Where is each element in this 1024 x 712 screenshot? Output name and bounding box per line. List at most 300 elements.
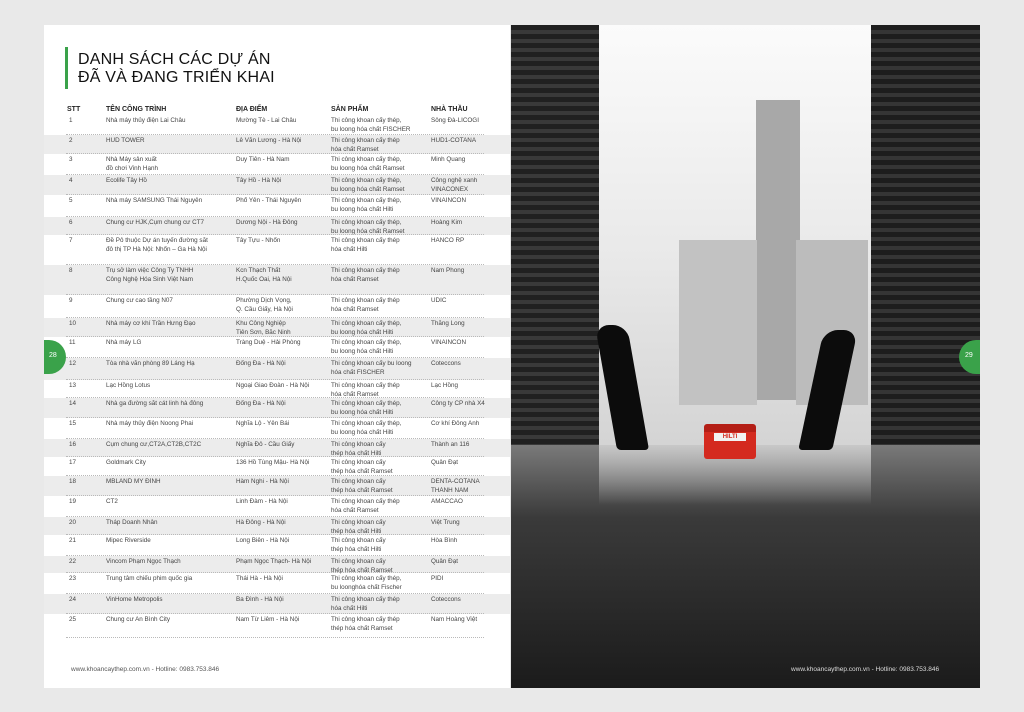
cell-location (236, 519, 331, 528)
cell-location (236, 117, 331, 126)
cell-stt: 20 (69, 519, 77, 526)
cell-contractor (431, 558, 510, 567)
cell-name (106, 459, 230, 468)
cell-contractor (431, 177, 510, 194)
cell-contractor-line: THÀNH NAM (431, 486, 469, 494)
photo-shutter-right (871, 25, 980, 458)
cell-product-line: hóa chất Ramset (331, 305, 379, 313)
cell-name (106, 297, 230, 306)
cell-product-line: Thi công khoan cấy thép, (331, 575, 402, 582)
cell-product-line: bu loong hóa chất Ramset (331, 227, 405, 235)
cell-contractor-line: Sông Đà-LICOGI (431, 117, 479, 124)
cell-location (236, 237, 331, 246)
cell-contractor (431, 137, 510, 146)
cell-product (331, 400, 428, 417)
cell-product (331, 117, 428, 134)
cell-contractor (431, 219, 510, 228)
cell-product-line: hóa chất FISCHER (331, 368, 385, 376)
cell-name-line: Tòa nhà văn phòng 89 Láng Hạ (106, 360, 195, 367)
cell-product-line: Thi công khoan cấy (331, 441, 386, 448)
cell-product-line: Thi công khoan cấy (331, 519, 386, 526)
cell-contractor (431, 478, 510, 495)
cell-product-line: thép hóa chất Hilti (331, 545, 382, 553)
cell-name (106, 382, 230, 391)
cell-contractor-line: Lạc Hồng (431, 382, 458, 389)
cell-name-line: Chung cư cao tầng N07 (106, 297, 173, 304)
cell-product-line: thép hóa chất Ramset (331, 566, 393, 574)
cell-stt: 24 (69, 596, 77, 603)
page-number-right: 29 (965, 352, 973, 359)
cell-contractor-line: PIDI (431, 575, 444, 582)
cell-product-line: thép hóa chất Ramset (331, 467, 393, 475)
cell-name-line: Nhà ga đường sắt cát linh hà đông (106, 400, 204, 407)
cell-location (236, 558, 331, 567)
header-product: SẢN PHẨM (331, 106, 369, 113)
cell-name-line: Nhà máy LG (106, 339, 142, 346)
cell-product-line: bu loong hóa chất Ramset (331, 164, 405, 172)
cell-name-line: Trụ sở làm việc Công Ty TNHH (106, 267, 194, 274)
cell-stt: 4 (69, 177, 73, 184)
cell-location (236, 320, 331, 337)
cell-stt: 7 (69, 237, 73, 244)
cell-stt: 13 (69, 382, 77, 389)
cell-name (106, 616, 230, 625)
cell-stt: 10 (69, 320, 77, 327)
cell-contractor-line: UDIC (431, 297, 447, 304)
cell-stt: 5 (69, 197, 73, 204)
cell-contractor (431, 117, 510, 126)
cell-name-line: Mipec Riverside (106, 537, 151, 544)
cell-location-line: Long Biên - Hà Nội (236, 537, 290, 544)
cell-product-line: bu loong hóa chất Hilti (331, 428, 394, 436)
cell-name (106, 537, 230, 546)
table-row (44, 517, 510, 535)
cell-contractor (431, 297, 510, 306)
cell-location (236, 420, 331, 429)
cell-product (331, 297, 428, 314)
cell-location-line: Lê Văn Lương - Hà Nội (236, 137, 302, 144)
cell-location-line: Ngoại Giao Đoàn - Hà Nội (236, 382, 310, 389)
cell-name (106, 339, 230, 348)
cell-product-line: bu loong hóa chất Hilti (331, 205, 394, 213)
cell-location (236, 177, 331, 186)
left-page (44, 25, 510, 688)
cell-location (236, 537, 331, 546)
cell-contractor (431, 575, 510, 584)
cell-stt: 1 (69, 117, 73, 124)
cell-location-line: Đống Đa - Hà Nội (236, 360, 286, 367)
table-row (44, 398, 510, 418)
cell-product (331, 360, 428, 377)
cell-name (106, 400, 230, 409)
cell-contractor-line: HUD1-COTANA (431, 137, 477, 144)
cell-name-line: Nhà máy thủy điện Noong Phai (106, 420, 194, 427)
cell-product-line: thép hóa chất Hilti (331, 449, 382, 457)
cell-location-line: Nghĩa Lộ - Yên Bái (236, 420, 290, 427)
cell-product (331, 320, 428, 337)
cell-stt: 22 (69, 558, 77, 565)
cell-product-line: hóa chất Ramset (331, 275, 379, 283)
cell-contractor (431, 459, 510, 468)
cell-contractor (431, 616, 510, 625)
cell-name-line: Tháp Doanh Nhân (106, 519, 158, 526)
cell-stt: 21 (69, 537, 77, 544)
cell-name (106, 267, 230, 284)
cell-product-line: Thi công khoan cấy thép (331, 297, 400, 304)
cell-location (236, 197, 331, 206)
cell-location-line: Hà Đông - Hà Nội (236, 519, 286, 526)
cell-name (106, 237, 230, 254)
cell-contractor-line: Cơ khí Đông Anh (431, 420, 480, 427)
header-contractor: NHÀ THẦU (431, 106, 468, 113)
cell-product (331, 219, 428, 236)
cell-location (236, 478, 331, 487)
cell-contractor (431, 156, 510, 165)
cell-product-line: Thi công khoan cấy thép (331, 267, 400, 274)
cell-name-line: Nhà máy cơ khí Trần Hưng Đạo (106, 320, 196, 327)
cell-location-line: Nam Từ Liêm - Hà Nội (236, 616, 300, 623)
cell-product (331, 339, 428, 356)
cell-stt: 25 (69, 616, 77, 623)
cell-contractor-line: Hòa Bình (431, 537, 458, 544)
cell-location-line: H.Quốc Oai, Hà Nội (236, 275, 292, 283)
title-accent-bar (65, 47, 68, 89)
table-row (44, 496, 510, 517)
cell-stt: 19 (69, 498, 77, 505)
cell-stt: 9 (69, 297, 73, 304)
cell-contractor-line: DENTA-COTANA (431, 478, 480, 485)
cell-contractor-line: Nam Phong (431, 267, 465, 274)
table-row (44, 535, 510, 556)
cell-contractor (431, 360, 510, 369)
table-row (44, 217, 510, 235)
header-stt: STT (67, 106, 81, 113)
cell-product (331, 575, 428, 592)
cell-product-line: hóa chất Ramset (331, 506, 379, 514)
cell-location-line: 136 Hồ Tùng Mậu- Hà Nội (236, 459, 310, 466)
cell-location-line: Tràng Duệ - Hải Phòng (236, 339, 301, 346)
cell-contractor-line: VINAINCON (431, 339, 466, 346)
cell-location (236, 360, 331, 369)
table-row (44, 115, 510, 135)
cell-stt: 2 (69, 137, 73, 144)
cell-contractor-line: Thành an 116 (431, 441, 470, 448)
cell-name-line: Nhà máy thủy điện Lai Châu (106, 117, 186, 124)
cell-product (331, 616, 428, 633)
cell-product-line: bu loong hóa chất Hilti (331, 328, 394, 336)
table-row (44, 573, 510, 594)
cell-product-line: Thi công khoan cấy thép, (331, 420, 402, 427)
cell-name-line: Công Nghệ Hóa Sinh Việt Nam (106, 275, 194, 283)
cell-name-line: Goldmark City (106, 459, 146, 466)
table-row (44, 594, 510, 614)
cell-location-line: Duy Tiên - Hà Nam (236, 156, 290, 163)
cell-name-line: Chung cư HJK,Cụm chung cư CT7 (106, 219, 205, 226)
table-row (44, 418, 510, 439)
cell-name (106, 478, 230, 487)
cell-product (331, 177, 428, 194)
cell-product-line: Thi công khoan cấy thép (331, 382, 400, 389)
table-row (44, 614, 510, 638)
cell-stt: 3 (69, 156, 73, 163)
table-row (44, 439, 510, 457)
cell-name-line: đô thị TP Hà Nội: Nhổn – Ga Hà Nội (106, 245, 207, 253)
cell-location-line: Dương Nội - Hà Đông (236, 219, 298, 226)
cell-name-line: MBLAND MỸ ĐÌNH (106, 478, 161, 485)
cell-name (106, 156, 230, 173)
cell-product-line: thép hóa chất Ramset (331, 624, 393, 632)
cell-contractor-line: VINAINCON (431, 197, 466, 204)
cell-location-line: Phường Dịch Vọng, (236, 297, 292, 304)
table-row (44, 358, 510, 380)
table-row (44, 380, 510, 398)
cell-product-line: Thi công khoan cấy thép (331, 498, 400, 505)
table-row (44, 154, 510, 175)
cell-product (331, 382, 428, 399)
cell-product (331, 137, 428, 154)
cell-location (236, 498, 331, 507)
cell-contractor (431, 237, 510, 246)
cell-name-line: HUD TOWER (106, 137, 145, 144)
cell-stt: 15 (69, 420, 77, 427)
cell-stt: 17 (69, 459, 77, 466)
cell-product-line: Thi công khoan cấy bu loong (331, 360, 412, 367)
cell-location-line: Q. Cầu Giấy, Hà Nội (236, 305, 293, 313)
cell-location-line: Phạm Ngọc Thạch- Hà Nội (236, 558, 312, 565)
cell-product (331, 537, 428, 554)
cell-product-line: bu loonghóa chất Fischer (331, 583, 402, 591)
cell-product-line: thép hóa chất Ramset (331, 486, 393, 494)
cell-location-line: Ba Đình - Hà Nội (236, 596, 284, 603)
cell-contractor-line: Nam Hoàng Việt (431, 616, 478, 623)
header-name: TÊN CÔNG TRÌNH (106, 106, 167, 113)
cell-location (236, 400, 331, 409)
cell-stt: 23 (69, 575, 77, 582)
cell-location-line: Hàm Nghi - Hà Nội (236, 478, 289, 485)
cell-location-line: Thái Hà - Hà Nội (236, 575, 283, 582)
cell-product (331, 267, 428, 284)
cell-contractor (431, 519, 510, 528)
right-page (511, 25, 980, 688)
table-row (44, 235, 510, 265)
hilti-logo: HILTI (714, 433, 746, 441)
photo-shutter-left (511, 25, 599, 458)
table-row (44, 318, 510, 337)
cell-location (236, 267, 331, 284)
cell-name (106, 360, 230, 369)
cell-name (106, 558, 230, 567)
project-table (44, 115, 510, 638)
cell-location-line: Tiên Sơn, Bắc Ninh (236, 328, 291, 336)
cell-product (331, 459, 428, 476)
cell-contractor-line: Công ty CP nhà X4 (431, 400, 485, 407)
table-row (44, 195, 510, 217)
cell-contractor (431, 267, 510, 276)
table-row (44, 175, 510, 195)
cell-location-line: Khu Công Nghiệp (236, 320, 286, 327)
cell-product-line: bu loong hóa chất FISCHER (331, 125, 411, 133)
table-row (44, 295, 510, 318)
page-title-line-2: ĐÃ VÀ ĐANG TRIỂN KHAI (78, 69, 275, 86)
cell-name (106, 197, 230, 206)
cell-product-line: Thi công khoan cấy thép, (331, 400, 402, 407)
cell-name (106, 219, 230, 228)
cell-product-line: Thi công khoan cấy (331, 459, 386, 466)
cell-location (236, 616, 331, 625)
cell-name (106, 137, 230, 146)
cell-product-line: Thi công khoan cấy thép, (331, 219, 402, 226)
cell-product-line: hóa chất Hilti (331, 245, 368, 253)
cell-location (236, 137, 331, 146)
cell-location-line: Đống Đa - Hà Nội (236, 400, 286, 407)
table-row (44, 476, 510, 496)
page-number-left: 28 (49, 352, 57, 359)
cell-location (236, 297, 331, 314)
table-row (44, 337, 510, 358)
photo-toolcase-lid (704, 424, 756, 432)
cell-product (331, 478, 428, 495)
cell-name-line: Cụm chung cư,CT2A,CT2B,CT2C (106, 441, 202, 448)
cell-contractor (431, 596, 510, 605)
cell-location (236, 156, 331, 165)
cell-stt: 16 (69, 441, 77, 448)
cell-location (236, 339, 331, 348)
cell-location (236, 459, 331, 468)
cell-location-line: Tây Tựu - Nhổn (236, 237, 281, 244)
cell-contractor (431, 400, 510, 409)
cell-product-line: Thi công khoan cấy thép, (331, 320, 402, 327)
cell-name (106, 519, 230, 528)
cell-product-line: Thi công khoan cấy thép, (331, 117, 402, 124)
cell-name-line: Đề Pô thuộc Dự án tuyến đường sắt (106, 237, 208, 244)
table-row (44, 135, 510, 154)
cell-stt: 8 (69, 267, 73, 274)
cell-product-line: Thi công khoan cấy thép (331, 237, 400, 244)
header-location: ĐỊA ĐIỂM (236, 106, 268, 113)
table-row (44, 556, 510, 573)
cell-name (106, 320, 230, 329)
cell-name-line: Vincom Phạm Ngọc Thạch (106, 558, 181, 565)
footer-contact-right: www.khoancaythep.com.vn - Hotline: 0983.753.846 (791, 666, 940, 673)
cell-location (236, 575, 331, 584)
cell-stt: 14 (69, 400, 77, 407)
cell-contractor (431, 537, 510, 546)
cell-name-line: đồ chơi Vinh Hạnh (106, 164, 158, 172)
cell-name-line: Nhà Máy sản xuất (106, 156, 157, 163)
cell-stt: 18 (69, 478, 77, 485)
cell-contractor (431, 197, 510, 206)
cell-name (106, 117, 230, 126)
cell-location (236, 219, 331, 228)
cell-name-line: Chung cư An Bình City (106, 616, 171, 623)
cell-product (331, 441, 428, 458)
cell-stt: 11 (69, 339, 76, 346)
cell-product (331, 237, 428, 254)
cell-name (106, 420, 230, 429)
footer-contact: www.khoancaythep.com.vn - Hotline: 0983.753.846 (71, 666, 220, 673)
cell-name-line: Ecolife Tây Hồ (106, 177, 147, 184)
cell-product (331, 519, 428, 536)
cell-name (106, 596, 230, 605)
cell-contractor-line: Minh Quang (431, 156, 466, 163)
cell-name (106, 441, 230, 450)
table-row (44, 265, 510, 295)
cell-product-line: Thi công khoan cấy (331, 558, 386, 565)
cell-contractor-line: Việt Trung (431, 519, 460, 526)
cell-location (236, 596, 331, 605)
cell-contractor (431, 498, 510, 507)
cell-contractor-line: AMACCAO (431, 498, 463, 505)
cell-product (331, 197, 428, 214)
cell-location (236, 441, 331, 450)
cell-contractor-line: Công nghệ xanh (431, 177, 478, 184)
cell-product-line: hóa chất Hilti (331, 604, 368, 612)
cell-contractor-line: Coteccons (431, 596, 461, 603)
cell-product-line: Thi công khoan cấy thép (331, 137, 400, 144)
cell-contractor (431, 420, 510, 429)
photo-building (679, 240, 757, 405)
cell-product-line: Thi công khoan cấy thép, (331, 197, 402, 204)
cell-product-line: Thi công khoan cấy thép, (331, 177, 402, 184)
cell-product-line: bu loong hóa chất Hilti (331, 347, 394, 355)
cell-contractor (431, 339, 510, 348)
cell-contractor-line: Quân Đạt (431, 558, 458, 565)
table-row (44, 457, 510, 476)
cell-location-line: Tây Hồ - Hà Nội (236, 177, 282, 184)
cell-name-line: Lạc Hồng Lotus (106, 382, 151, 389)
cell-name (106, 498, 230, 507)
cell-name-line: VinHome Metropolis (106, 596, 163, 603)
cell-product-line: Thi công khoan cấy (331, 478, 386, 485)
cell-product-line: thép hóa chất Hilti (331, 527, 382, 535)
cell-location-line: Kcn Thạch Thất (236, 267, 281, 274)
cell-product-line: hóa chất Ramset (331, 390, 379, 398)
cell-product-line: hóa chất Ramset (331, 145, 379, 153)
cell-contractor-line: VINACONEX (431, 185, 469, 193)
cell-contractor (431, 320, 510, 329)
cell-product-line: bu loong hóa chất Hilti (331, 408, 394, 416)
cell-name-line: Trung tâm chiếu phim quốc gia (106, 575, 193, 582)
cell-contractor-line: Hoàng Kim (431, 219, 463, 226)
cell-name-line: CT2 (106, 498, 118, 505)
cell-product (331, 498, 428, 515)
cell-contractor-line: HANCO RP (431, 237, 465, 244)
cell-contractor (431, 382, 510, 391)
cell-product (331, 420, 428, 437)
page-title-line-1: DANH SÁCH CÁC DỰ ÁN (78, 51, 271, 68)
cell-location-line: Linh Đàm - Hà Nội (236, 498, 288, 505)
cell-product (331, 596, 428, 613)
cell-location (236, 382, 331, 391)
cell-contractor-line: Quân Đạt (431, 459, 458, 466)
photo-tower (756, 100, 800, 400)
cell-stt: 6 (69, 219, 73, 226)
cell-product-line: Thi công khoan cấy thép (331, 596, 400, 603)
cell-product-line: Thi công khoan cấy thép, (331, 339, 402, 346)
cell-location-line: Mường Tè - Lai Châu (236, 117, 297, 124)
cell-product (331, 156, 428, 173)
cell-contractor (431, 441, 510, 450)
cell-location-line: Phổ Yên - Thái Nguyên (236, 197, 302, 204)
cell-contractor-line: Coteccons (431, 360, 461, 367)
cell-stt: 12 (69, 360, 77, 367)
cell-location-line: Nghĩa Đô - Cầu Giấy (236, 441, 295, 448)
cell-name (106, 177, 230, 186)
cell-product-line: Thi công khoan cấy thép (331, 616, 400, 623)
cell-product-line: Thi công khoan cấy thép, (331, 156, 402, 163)
cell-name-line: Nhà máy SAMSUNG Thái Nguyên (106, 197, 203, 204)
cell-product-line: Thi công khoan cấy (331, 537, 386, 544)
